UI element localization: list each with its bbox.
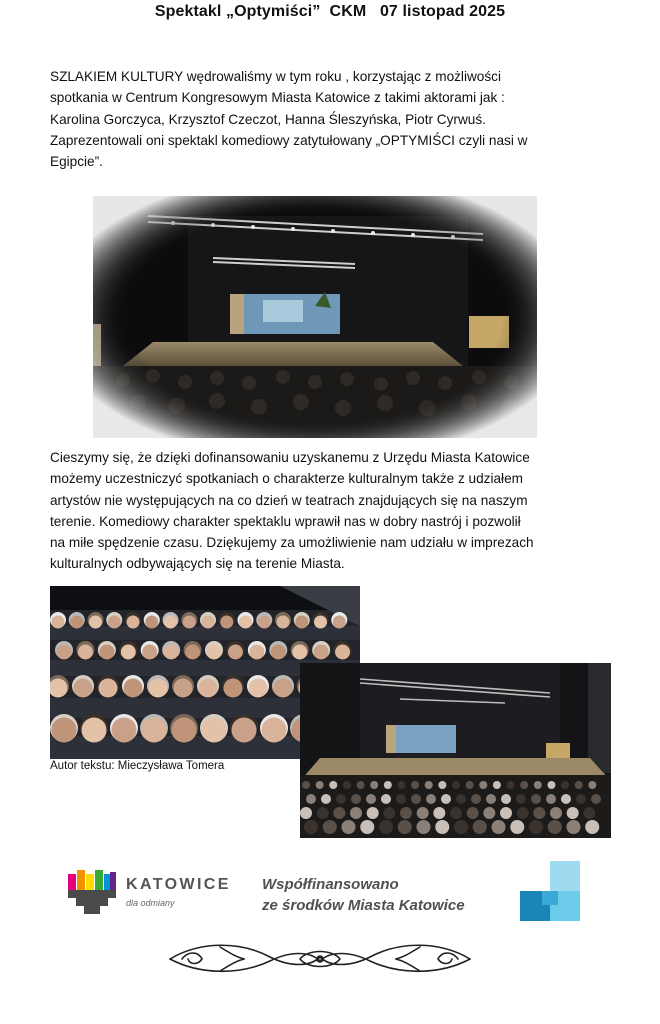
decorative-flourish-icon bbox=[160, 937, 480, 979]
hall-photo bbox=[300, 663, 611, 838]
page-title bbox=[0, 3, 660, 21]
intro-line: Zaprezentowali oni spektakl komediowy zatytułowany „OPTYMIŚCI czyli nasi w bbox=[50, 132, 528, 148]
katowice-wordmark: KATOWICE bbox=[126, 876, 231, 893]
title-date: 07 listopad 2025 bbox=[379, 3, 506, 20]
title-show: Spektakl „Optymiści” bbox=[154, 3, 321, 20]
body-line: terenie. Komediowy charakter spektaklu wprawił nas w dobry nastrój i pozwolił bbox=[50, 513, 521, 529]
body-line: Cieszymy się, że dzięki dofinansowaniu uzyskanemu z Urzędu Miasta Katowice bbox=[50, 450, 530, 465]
body-line: możemy uczestniczyć spotkaniach o charakterze kulturalnym także z udziałem bbox=[50, 471, 523, 487]
katowice-emblem-icon bbox=[66, 868, 120, 918]
intro-line: SZLAKIEM KULTURY wędrowaliśmy w tym roku , korzystając z możliwości bbox=[50, 69, 501, 84]
cofunding-note bbox=[262, 874, 465, 916]
intro-line: Karolina Gorczyca, Krzysztof Czeczot, Hanna Śleszyńska, Piotr Cyrwuś. bbox=[50, 111, 486, 127]
cofunding-line-1: Współfinansowano bbox=[262, 876, 399, 893]
body-line: na miłe spędzenie czasu. Dziękujemy za umożliwienie nam udziału w imprezach bbox=[50, 535, 534, 551]
katowice-logo bbox=[66, 868, 236, 920]
body-paragraph bbox=[50, 447, 610, 575]
intro-line: spotkania w Centrum Kongresowym Miasta Katowice z takimi aktorami jak : bbox=[50, 90, 505, 106]
author-caption: Autor tekstu: Mieczysława Tomera bbox=[50, 760, 225, 772]
stage-photo-image bbox=[93, 196, 537, 438]
intro-line: Egipcie”. bbox=[50, 154, 103, 170]
hall-photo-image bbox=[300, 663, 611, 838]
title-venue: CKM bbox=[329, 3, 367, 20]
stage-photo bbox=[93, 196, 537, 438]
cofunding-line-2: ze środków Miasta Katowice bbox=[262, 897, 465, 914]
body-line: kulturalnych odbywających się na terenie Miasta. bbox=[50, 556, 345, 572]
katowice-tagline: dla odmiany bbox=[126, 898, 175, 908]
intro-paragraph bbox=[50, 66, 610, 172]
body-line: artystów nie występujących na co dzień w teatrach znajdujących się na naszym bbox=[50, 492, 528, 508]
squares-logo-icon bbox=[520, 861, 580, 921]
